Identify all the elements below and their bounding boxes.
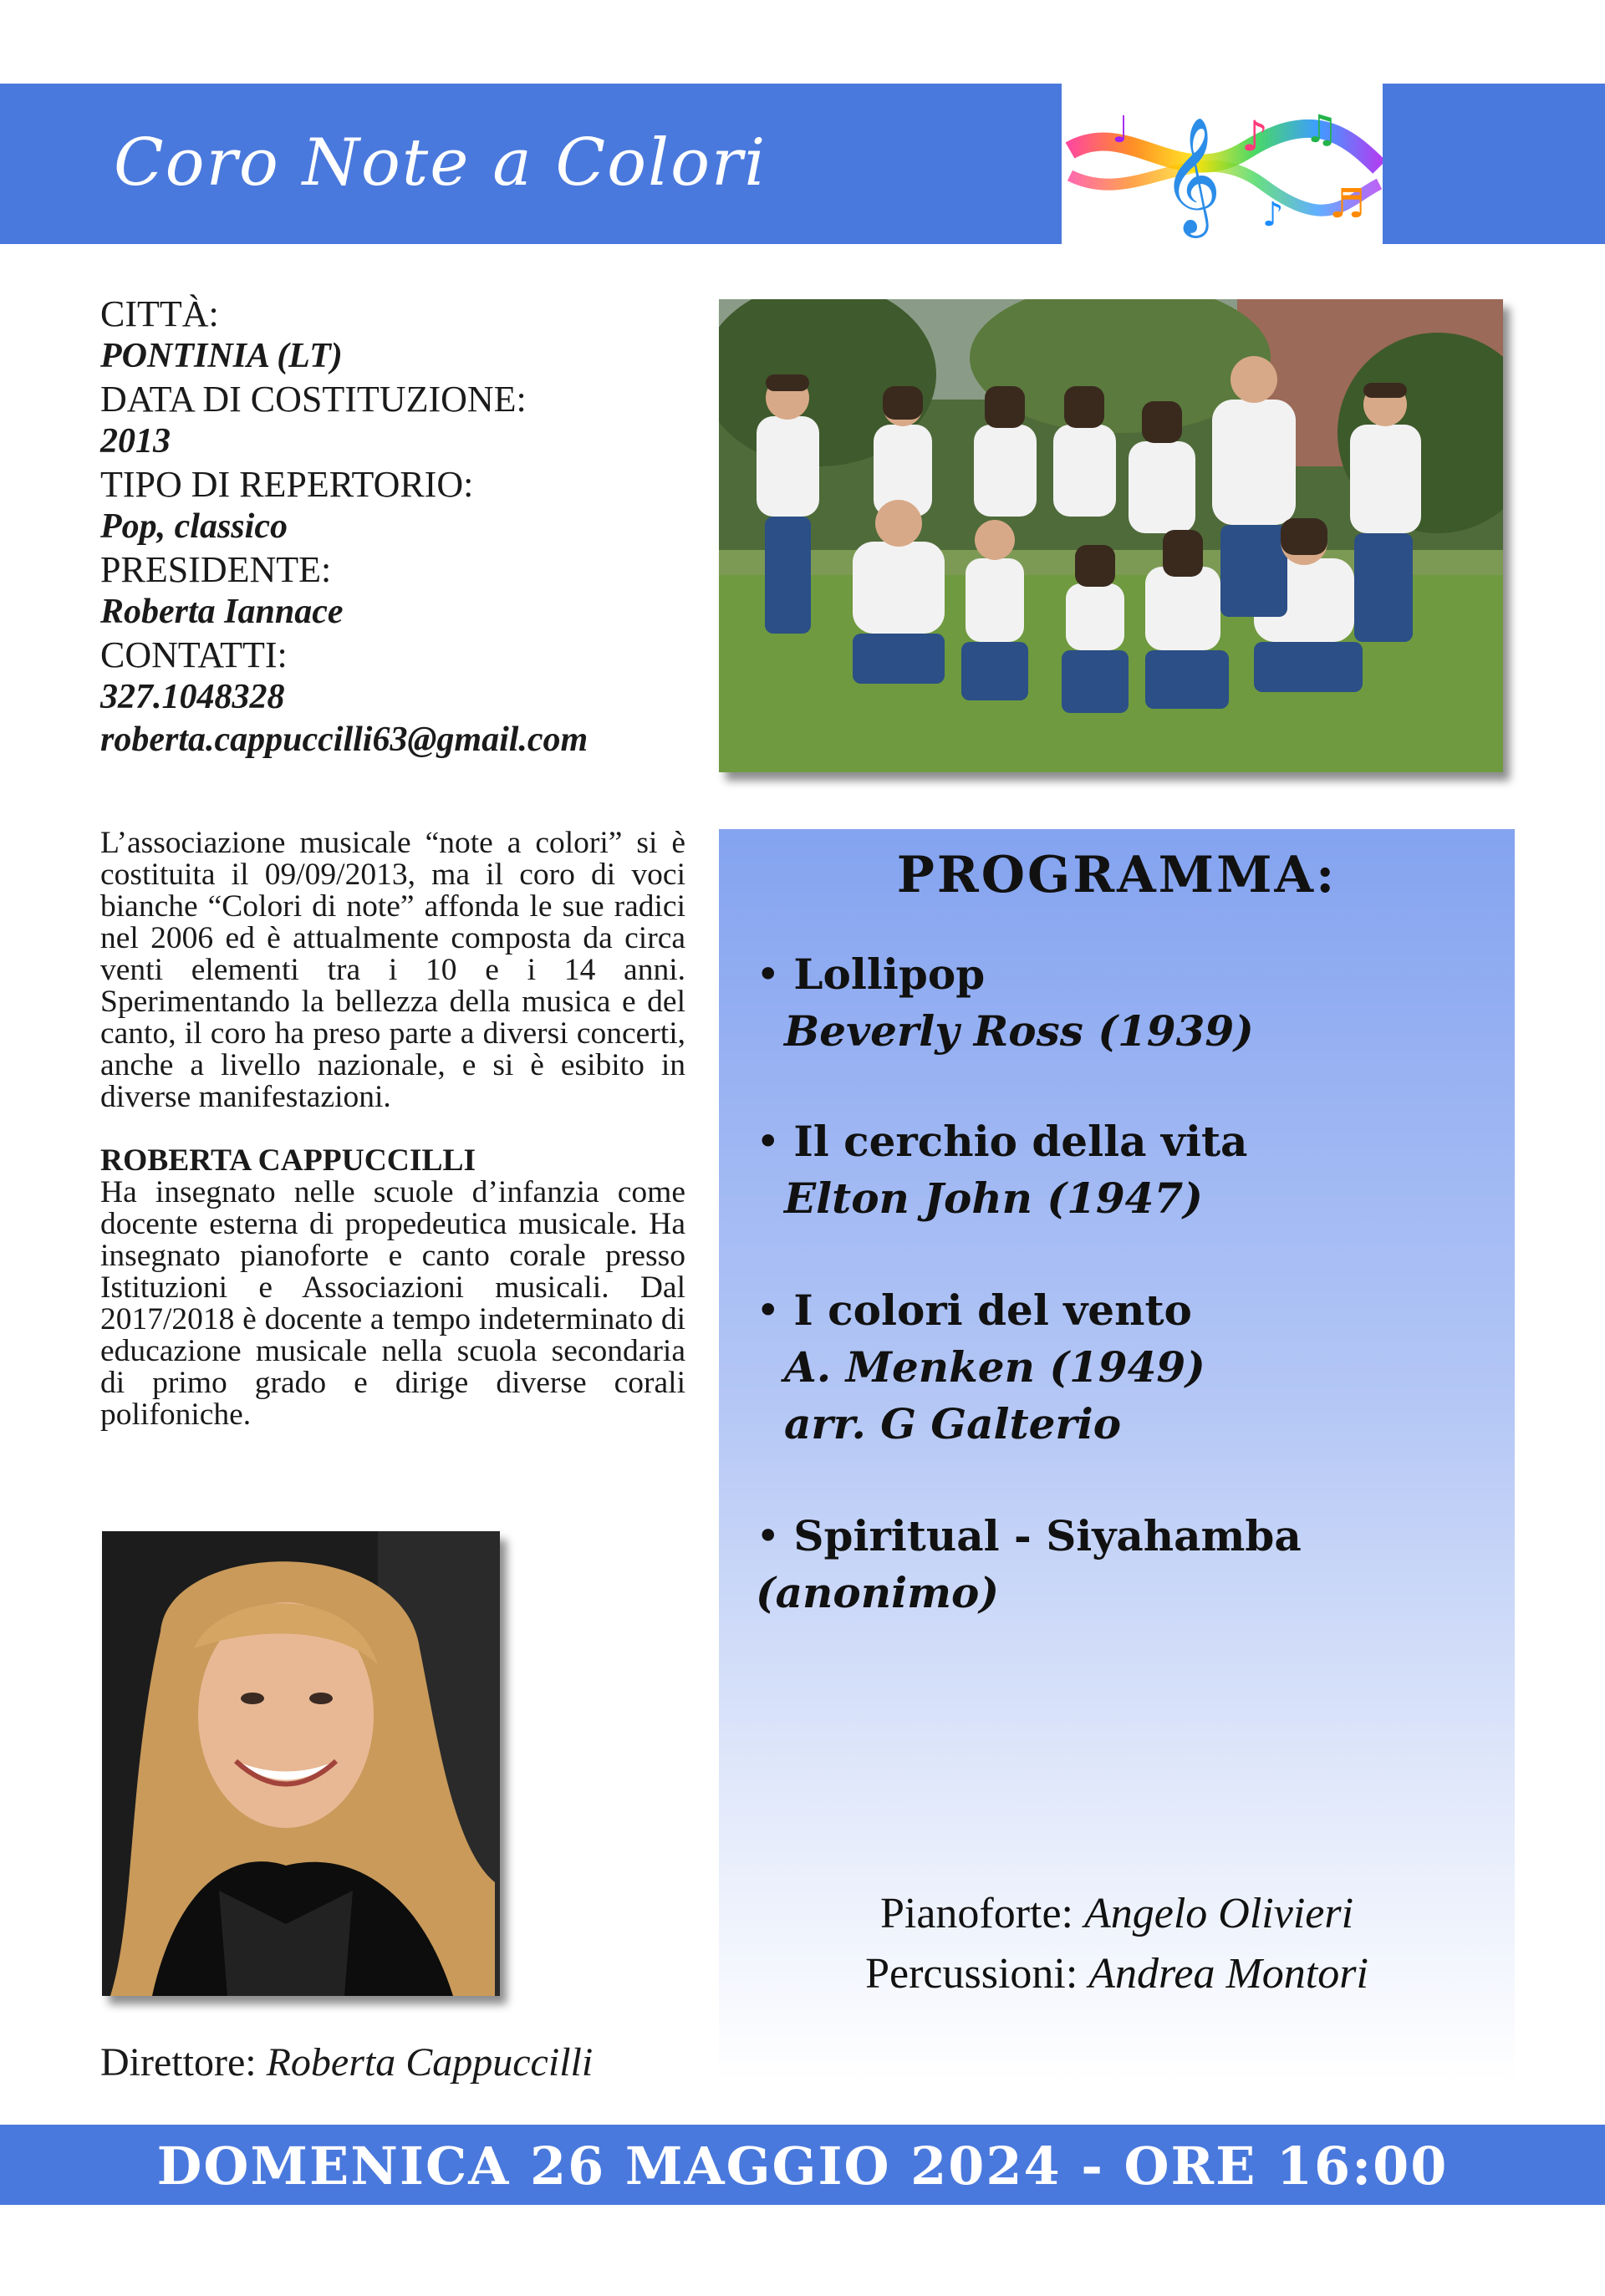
founded-value: 2013 bbox=[100, 422, 171, 461]
svg-text:♪: ♪ bbox=[1262, 196, 1284, 234]
svg-text:♩: ♩ bbox=[1112, 109, 1129, 151]
song-author: (anonimo) bbox=[756, 1568, 1000, 1617]
piano-label: Pianoforte: bbox=[879, 1890, 1074, 1937]
choir-group-photo bbox=[719, 299, 1503, 772]
header-bar-right bbox=[1383, 84, 1605, 244]
percussion-label: Percussioni: bbox=[865, 1950, 1078, 1998]
bio-title: ROBERTA CAPPUCCILLI bbox=[100, 1143, 476, 1178]
song-author: A. Menken (1949) bbox=[784, 1342, 1205, 1392]
director-portrait-photo bbox=[102, 1531, 500, 1996]
association-paragraph: L’associazione musicale “note a colori” si è costituita il 09/09/2013, ma il coro di voci bianche “Colori di note” affonda le sue radici nel 2006 ed è attualmente composta da circa venti elementi tra i 10 e i 14 anni. Sperimentando la bellezza della musica e del canto, il coro ha preso parte a diversi concerti, anche a livello nazionale, e si è esibito in diverse manifestazioni. bbox=[100, 826, 685, 1114]
program-item: • Spiritual - Siyahamba (anonimo) bbox=[756, 1511, 1302, 1617]
program-item: • Il cerchio della vita Elton John (1947) bbox=[756, 1113, 1247, 1227]
director-line bbox=[100, 2039, 593, 2085]
song-title: I colori del vento bbox=[793, 1285, 1192, 1335]
song-title: Il cerchio della vita bbox=[793, 1117, 1248, 1166]
svg-text:♬: ♬ bbox=[1329, 181, 1366, 227]
director-label: Direttore: bbox=[100, 2040, 257, 2085]
program-item: • I colori del vento A. Menken (1949) arr. G Galterio bbox=[756, 1282, 1205, 1453]
founded-label: DATA DI COSTITUZIONE: bbox=[100, 379, 527, 420]
president-value: Roberta Iannace bbox=[100, 593, 344, 631]
programma-title: PROGRAMMA: bbox=[896, 846, 1338, 904]
piano-credit bbox=[719, 1884, 1515, 1944]
song-author: Elton John (1947) bbox=[784, 1173, 1203, 1223]
music-notes-logo bbox=[1062, 84, 1383, 244]
percussion-credit bbox=[719, 1944, 1515, 2004]
contacts-label: CONTATTI: bbox=[100, 634, 288, 675]
song-title: Spiritual - Siyahamba bbox=[793, 1511, 1302, 1560]
city-label: CITTÀ: bbox=[100, 293, 219, 334]
song-arranger: arr. G Galterio bbox=[784, 1399, 1122, 1448]
city-value: PONTINIA (LT) bbox=[100, 337, 343, 375]
bio-text: Ha insegnato nelle scuole d’infanzia come docente esterna di propedeutica musicale. Ha insegnato pianoforte e canto corale presso Istituzioni e Associazioni musicali. Dal 2017/2018 è docente a tempo indeterminato di educazione musicale nella scuola secondaria di primo grado e dirige diverse corali polifoniche. bbox=[100, 1175, 685, 1432]
percussion-name: Andrea Montori bbox=[1088, 1950, 1368, 1998]
director-name: Roberta Cappuccilli bbox=[266, 2040, 594, 2085]
piano-name: Angelo Olivieri bbox=[1084, 1890, 1354, 1937]
svg-text:𝄞: 𝄞 bbox=[1162, 117, 1221, 233]
svg-text:♪: ♪ bbox=[1241, 112, 1268, 160]
repertoire-label: TIPO DI REPERTORIO: bbox=[100, 464, 474, 505]
program-item: • Lollipop Beverly Ross (1939) bbox=[756, 946, 1254, 1060]
repertoire-value: Pop, classico bbox=[100, 507, 288, 546]
choir-description bbox=[100, 827, 685, 1431]
email-value: roberta.cappuccilli63@gmail.com bbox=[100, 720, 588, 759]
song-author: Beverly Ross (1939) bbox=[784, 1006, 1254, 1056]
song-title: Lollipop bbox=[793, 949, 986, 999]
event-date-time: DOMENICA 26 MAGGIO 2024 - ORE 16:00 bbox=[156, 2136, 1449, 2197]
programma-panel bbox=[719, 829, 1515, 2083]
choir-info bbox=[100, 293, 719, 761]
svg-text:♫: ♫ bbox=[1304, 106, 1339, 151]
phone-value: 327.1048328 bbox=[100, 678, 285, 716]
choir-title: Coro Note a Colori bbox=[114, 125, 767, 201]
president-label: PRESIDENTE: bbox=[100, 549, 332, 590]
